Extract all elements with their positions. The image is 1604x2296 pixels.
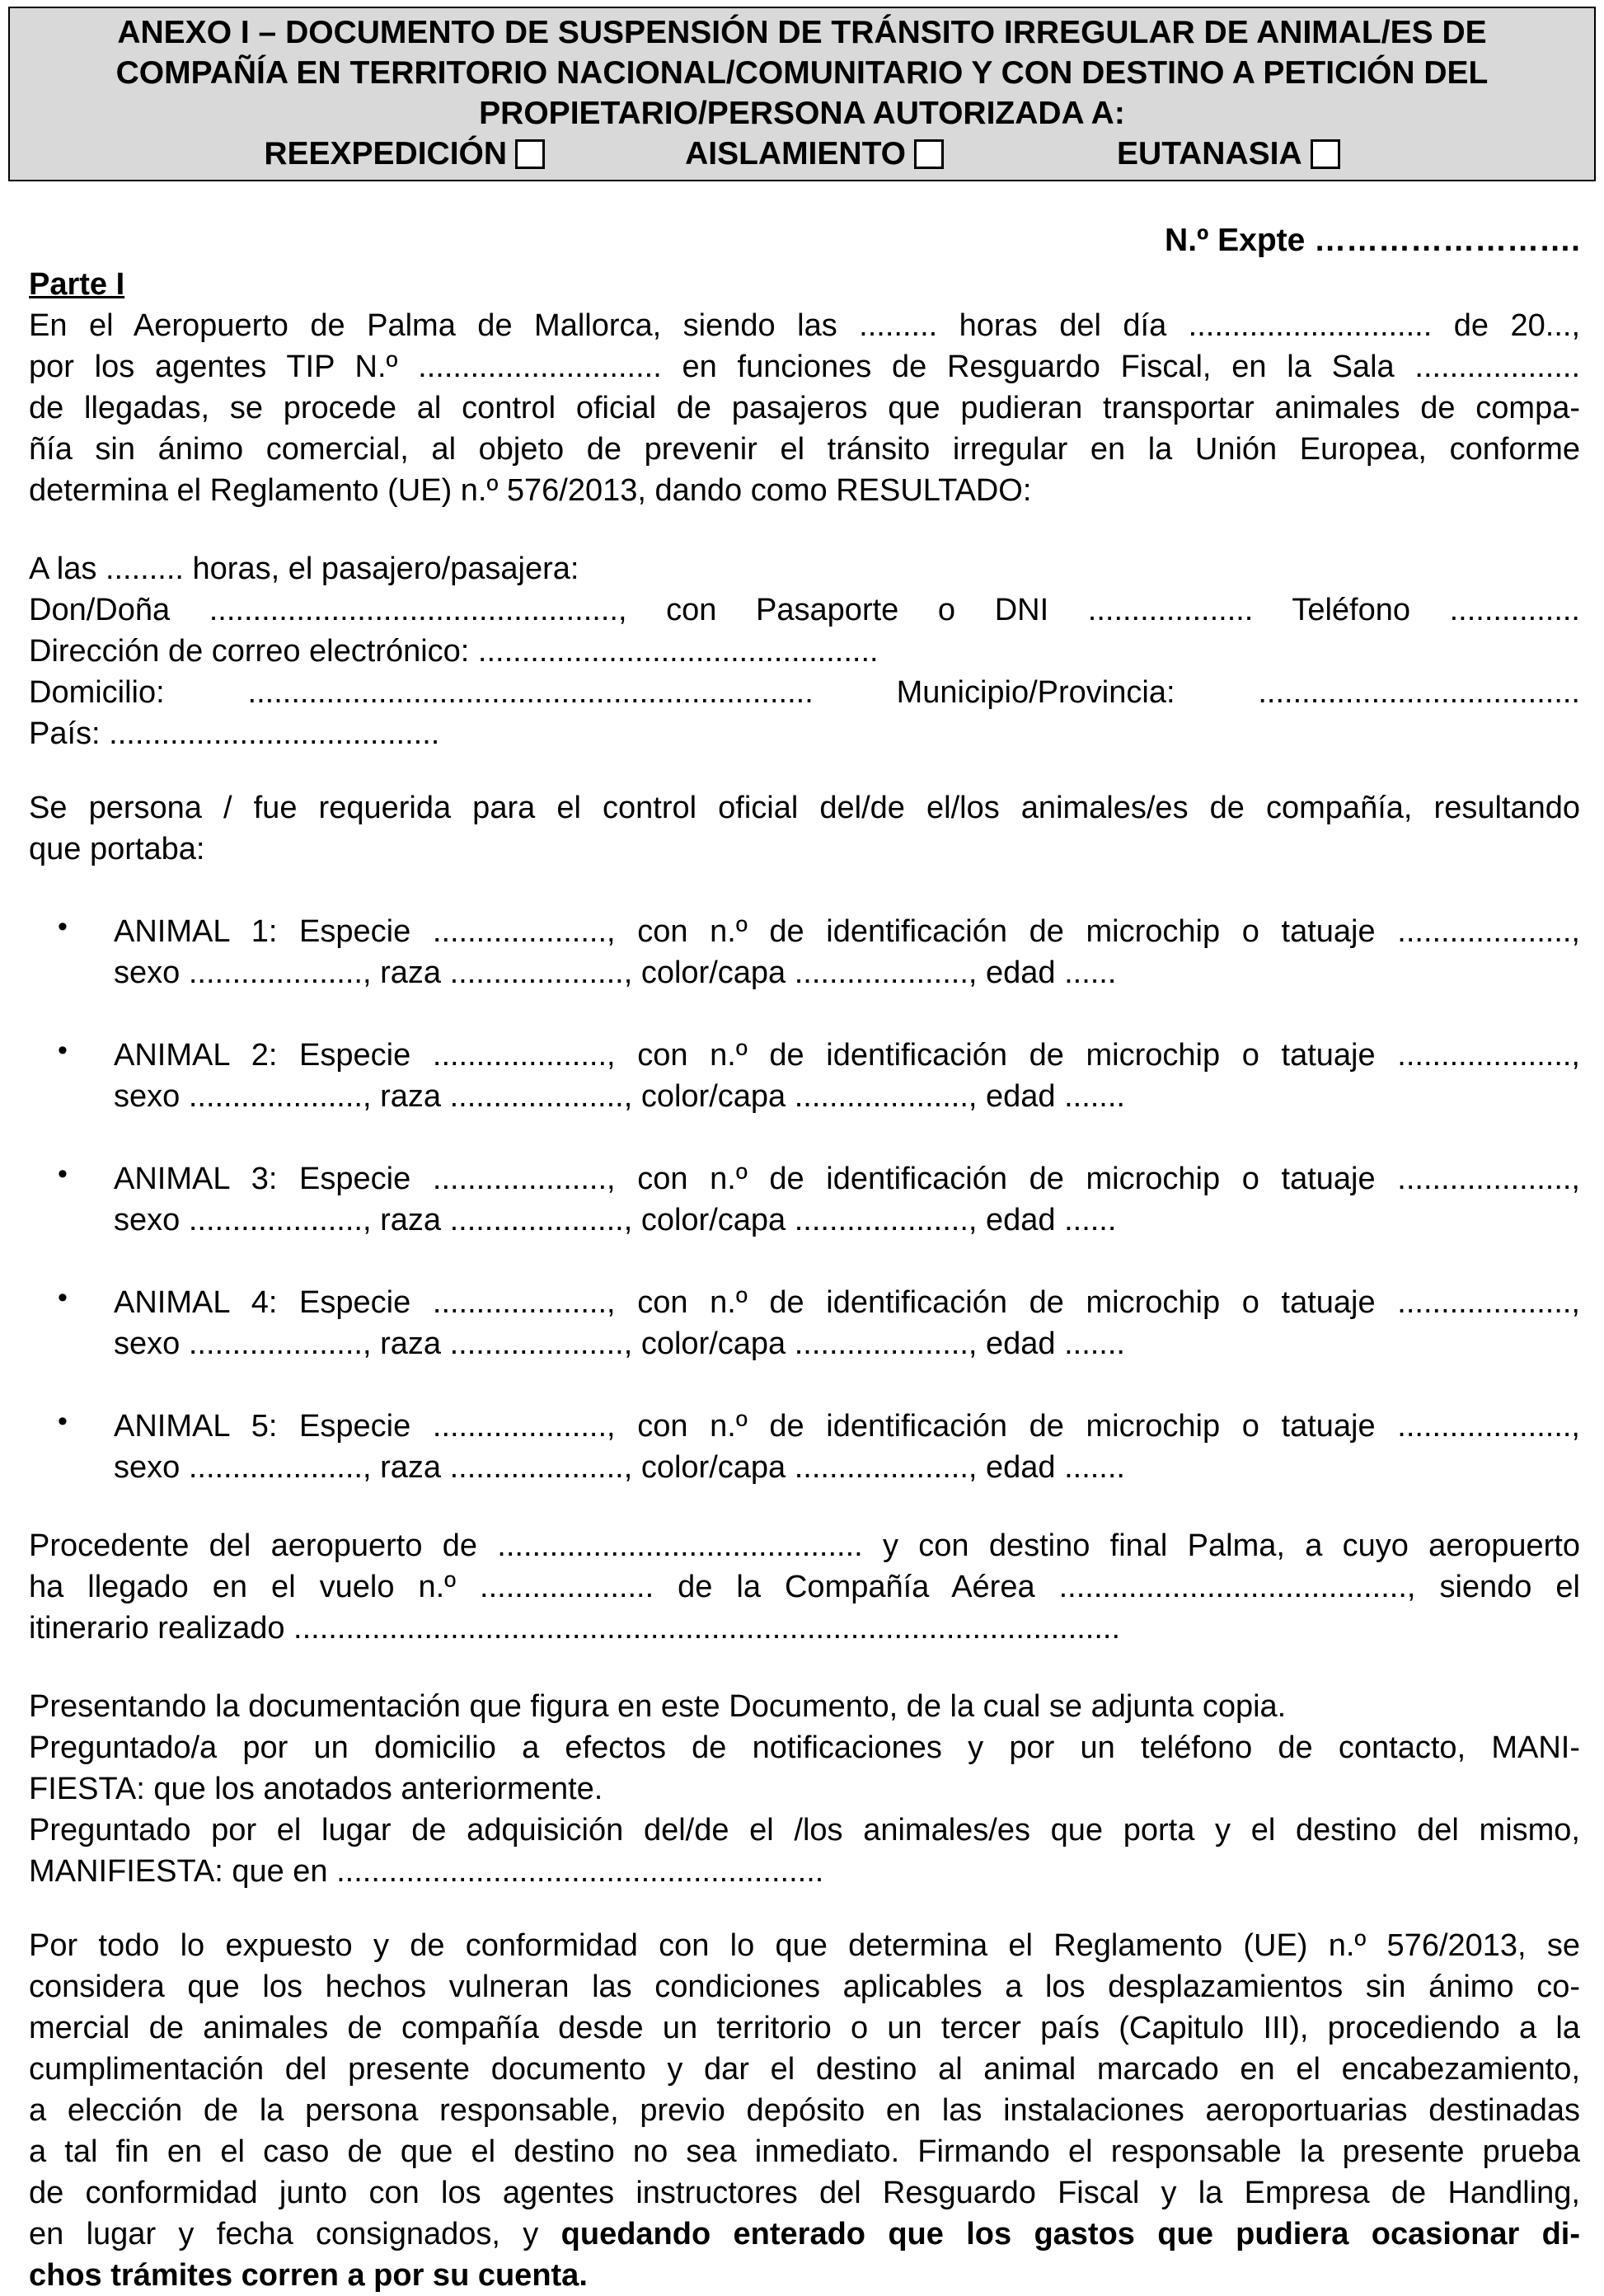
animal-3-line-1: ANIMAL 3: Especie ...................., con n.º de identificación de microchip o tatuaje ....................,: [114, 1162, 1580, 1196]
reexpedicion-checkbox[interactable]: [515, 139, 545, 169]
parte-i-heading: Parte I: [29, 267, 125, 302]
header-line-2: COMPAÑÍA EN TERRITORIO NACIONAL/COMUNITARIO Y CON DESTINO A PETICIÓN DEL: [115, 55, 1489, 91]
p2-line-4: Domicilio: ................................................................. Municipio/Provincia: .....................................: [29, 675, 1580, 710]
option-eutanasia-label: EUTANASIA: [1117, 136, 1302, 171]
aislamiento-checkbox[interactable]: [914, 139, 944, 169]
conclusion-section: [29, 1925, 1580, 2296]
bullet-icon: •: [58, 1158, 68, 1190]
animal-entry: [114, 1406, 1580, 1488]
p1-line-1: En el Aeropuerto de Palma de Mallorca, siendo las ......... horas del día ............................ de 20...,: [29, 308, 1580, 343]
animal-4-line-2: sexo ...................., raza ...................., color/capa ...................., edad .......: [114, 1326, 1125, 1361]
animal-1-line-2: sexo ...................., raza ...................., color/capa ...................., edad ......: [114, 955, 1117, 990]
animal-entry: [114, 1035, 1580, 1117]
p6-line-2: considera que los hechos vulneran las condiciones aplicables a los desplazamientos sin ánimo co-: [29, 1970, 1580, 2004]
p3-line-1: Se persona / fue requerida para el control oficial del/de el/los animales/es de compañía, resultando: [29, 791, 1580, 825]
p1-line-4: ñía sin ánimo comercial, al objeto de prevenir el tránsito irregular en la Unión Europea, conforme: [29, 432, 1580, 467]
expediente-number: N.º Expte …………………….: [1165, 223, 1580, 258]
p4-line-3: itinerario realizado ...............................................................................................: [29, 1611, 1121, 1646]
passenger-section: [29, 548, 1580, 754]
animal-entry: [114, 1158, 1580, 1241]
flight-section: [29, 1525, 1580, 1649]
option-aislamiento[interactable]: [685, 134, 944, 174]
p6-line-5: a elección de la persona responsable, previo depósito en las instalaciones aeroportuarias destinadas: [29, 2093, 1580, 2128]
p6-line-6: a tal fin en el caso de que el destino no sea inmediato. Firmando el responsable la presente prueba: [29, 2134, 1580, 2169]
destination-options: [10, 134, 1594, 174]
p2-line-1: A las ......... horas, el pasajero/pasajera:: [29, 552, 579, 586]
p4-line-1: Procedente del aeropuerto de .......................................... y con destino final Palma, a cuyo aeropuerto: [29, 1528, 1580, 1563]
eutanasia-checkbox[interactable]: [1311, 139, 1340, 169]
p4-line-2: ha llegado en el vuelo n.º .................... de la Compañía Aérea ........................................, siendo el: [29, 1570, 1580, 1604]
animal-2-line-1: ANIMAL 2: Especie ...................., con n.º de identificación de microchip o tatuaje ....................,: [114, 1038, 1580, 1073]
animal-1-line-1: ANIMAL 1: Especie ...................., con n.º de identificación de microchip o tatuaje ....................,: [114, 914, 1580, 949]
documentation-section: [29, 1686, 1580, 1892]
p6-line-8-bold: quedando enterado que los gastos que pudiera ocasionar di-: [560, 2217, 1581, 2251]
p6-line-3: mercial de animales de compañía desde un territorio o un tercer país (Capitulo III), procediendo a la: [29, 2011, 1580, 2045]
p6-line-1: Por todo lo expuesto y de conformidad con lo que determina el Reglamento (UE) n.º 576/2013, se: [29, 1928, 1580, 1963]
p6-line-7: de conformidad junto con los agentes instructores del Resguardo Fiscal y la Empresa de Handling,: [29, 2176, 1580, 2210]
animal-4-line-1: ANIMAL 4: Especie ...................., con n.º de identificación de microchip o tatuaje ....................,: [114, 1285, 1580, 1320]
option-reexpedicion-label: REEXPEDICIÓN: [264, 136, 508, 171]
p6-line-9: chos trámites corren a por su cuenta.: [29, 2258, 588, 2293]
animal-2-line-2: sexo ...................., raza ...................., color/capa ...................., edad .......: [114, 1079, 1125, 1114]
option-reexpedicion[interactable]: [264, 134, 545, 174]
p6-line-8-regular: en lugar y fecha consignados, y: [29, 2217, 561, 2251]
animal-3-line-2: sexo ...................., raza ...................., color/capa ...................., edad ......: [114, 1203, 1117, 1237]
option-eutanasia[interactable]: [1117, 134, 1340, 174]
p5-line-2: Preguntado/a por un domicilio a efectos de notificaciones y por un teléfono de contacto, MANI-: [29, 1730, 1580, 1765]
animal-5-line-2: sexo ...................., raza ...................., color/capa ...................., edad .......: [114, 1450, 1125, 1485]
p5-line-3: FIESTA: que los anotados anteriormente.: [29, 1772, 603, 1806]
bullet-icon: •: [58, 1406, 68, 1437]
p2-line-3: Dirección de correo electrónico: ..............................................: [29, 634, 879, 669]
bullet-icon: •: [58, 1035, 68, 1066]
p5-line-5: MANIFIESTA: que en ........................................................: [29, 1854, 824, 1889]
p5-line-1: Presentando la documentación que figura en este Documento, de la cual se adjunta copia.: [29, 1689, 1287, 1724]
p6-line-4: cumplimentación del presente documento y dar el destino al animal marcado en el encabezamiento,: [29, 2052, 1580, 2087]
animal-entry: [114, 911, 1580, 993]
p3-line-2: que portaba:: [29, 832, 205, 866]
p1-line-5: determina el Reglamento (UE) n.º 576/2013, dando como RESULTADO:: [29, 473, 1032, 508]
bullet-icon: •: [58, 1282, 68, 1313]
p2-line-2: Don/Doña ..............................................., con Pasaporte o DNI ................... Teléfono ...............: [29, 593, 1580, 627]
header-line-3: PROPIETARIO/PERSONA AUTORIZADA A:: [479, 96, 1125, 131]
document-header: [8, 7, 1596, 181]
bullet-icon: •: [58, 911, 68, 942]
p5-line-4: Preguntado por el lugar de adquisición del/de el /los animales/es que porta y el destino del mismo,: [29, 1813, 1580, 1848]
control-section: [29, 787, 1580, 870]
p1-line-3: de llegadas, se procede al control oficial de pasajeros que pudieran transportar animales de compa-: [29, 391, 1580, 425]
p2-line-5: País: ......................................: [29, 716, 440, 751]
parte-i-section: [29, 264, 1580, 511]
animal-5-line-1: ANIMAL 5: Especie ...................., con n.º de identificación de microchip o tatuaje ....................,: [114, 1409, 1580, 1444]
option-aislamiento-label: AISLAMIENTO: [685, 136, 907, 171]
p1-line-2: por los agentes TIP N.º ............................ en funciones de Resguardo Fiscal, en la Sala ...................: [29, 350, 1580, 384]
animal-entry: [114, 1282, 1580, 1364]
p6-line-8: [29, 2214, 1580, 2255]
header-line-1: ANEXO I – DOCUMENTO DE SUSPENSIÓN DE TRÁNSITO IRREGULAR DE ANIMAL/ES DE: [117, 15, 1487, 50]
